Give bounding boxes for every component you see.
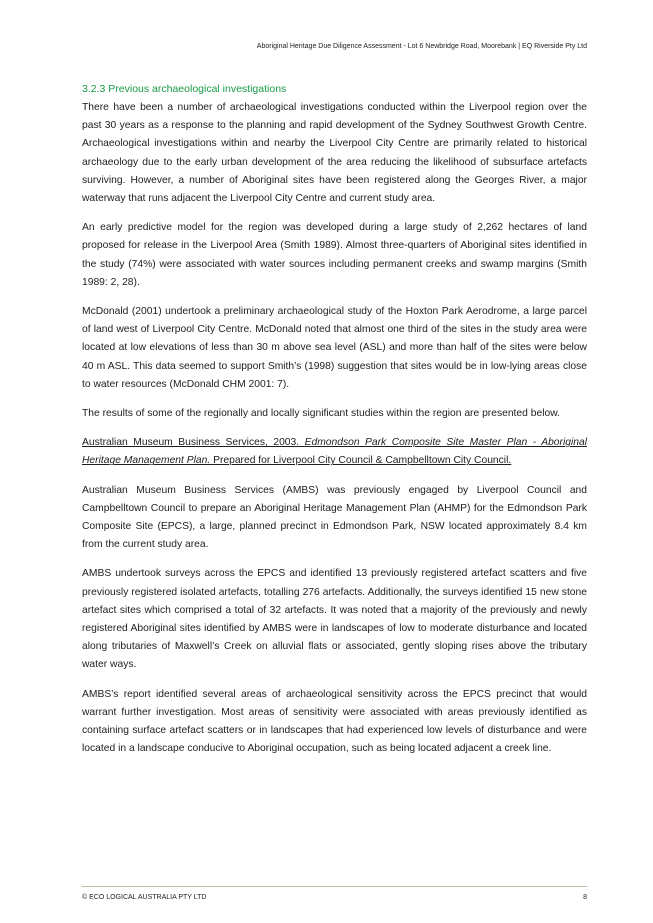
page-content: [82, 81, 587, 770]
paragraph: There have been a number of archaeological investigations conducted within the Liverpool region over the past 30 years as a response to the planning and rapid development of the Sydney Southwest Growth Centre. Archaeological investigations within and nearby the Liverpool City Centre are primarily related to historical archaeology due to the early urban development of the area reducing the likelihood of subsurface artefacts surviving. However, a number of Aboriginal sites have been registered along the Georges River, a major waterway that runs adjacent the Liverpool City Centre and current study area.: [82, 102, 587, 205]
reference-publisher: Prepared for Liverpool City Council & Campbelltown City Council.: [210, 455, 512, 467]
footer-divider: [82, 886, 587, 887]
paragraph: Australian Museum Business Services (AMBS) was previously engaged by Liverpool Council and Campbelltown Council to prepare an Aboriginal Heritage Management Plan (AHMP) for the Edmondson Park Composite Site (EPCS), a large, planned precinct in Edmondson Park, NSW located approximately 8.4 km from the current study area.: [82, 484, 587, 551]
footer-company: © ECO LOGICAL AUSTRALIA PTY LTD: [82, 894, 207, 901]
reference-author: Australian Museum Business Services, 2003.: [82, 437, 305, 449]
paragraph: AMBS’s report identified several areas of archaeological sensitivity across the EPCS precinct that would warrant further investigation. Most areas of sensitivity were associated with areas previously identified as containing surface artefact scatters or in landscapes that had experienced low levels of disturbance and were located in a landscape conducive to Aboriginal occupation, such as being located adjacent a creek line.: [82, 688, 587, 755]
page-number: 8: [583, 894, 587, 901]
reference-title: Edmondson Park Composite Site Master Plan - Aboriginal Heritage Management Plan.: [82, 437, 587, 467]
paragraph: The results of some of the regionally and locally significant studies within the region are presented below.: [82, 408, 560, 420]
section-heading: 3.2.3 Previous archaeological investigations: [82, 83, 287, 95]
reference-citation: [82, 434, 587, 470]
paragraph: AMBS undertook surveys across the EPCS and identified 13 previously registered artefact scatters and five previously registered isolated artefacts, totalling 276 artefacts. Additionally, the surveys identified 15 new stone artefact sites which comprised a total of 32 artefacts. It was noted that a majority of the previously and newly registered Aboriginal sites identified by AMBS were in landscapes of low to moderate disturbance and located along tributaries of Maxwell’s Creek on alluvial flats or associated, gently sloping rises above the tributary water ways.: [82, 568, 587, 671]
paragraph: An early predictive model for the region was developed during a large study of 2,262 hectares of land proposed for release in the Liverpool Area (Smith 1989). Almost three-quarters of Aboriginal sites identified in the study (74%) were associated with water sources including permanent creeks and swamp margins (Smith 1989: 2, 28).: [82, 222, 587, 288]
paragraph: McDonald (2001) undertook a preliminary archaeological study of the Hoxton Park Aerodrome, a large parcel of land west of Liverpool City Centre. McDonald noted that almost one third of the sites in the study area were located at low elevations of less than 30 m above sea level (ASL) and more than half of the sites were below 40 m ASL. This data seemed to support Smith’s (1998) suggestion that sites would be in low-lying areas close to water resources (McDonald CHM 2001: 7).: [82, 306, 587, 390]
running-header: Aboriginal Heritage Due Diligence Assessment - Lot 6 Newbridge Road, Moorebank | EQ Riverside Pty Ltd: [256, 43, 587, 50]
